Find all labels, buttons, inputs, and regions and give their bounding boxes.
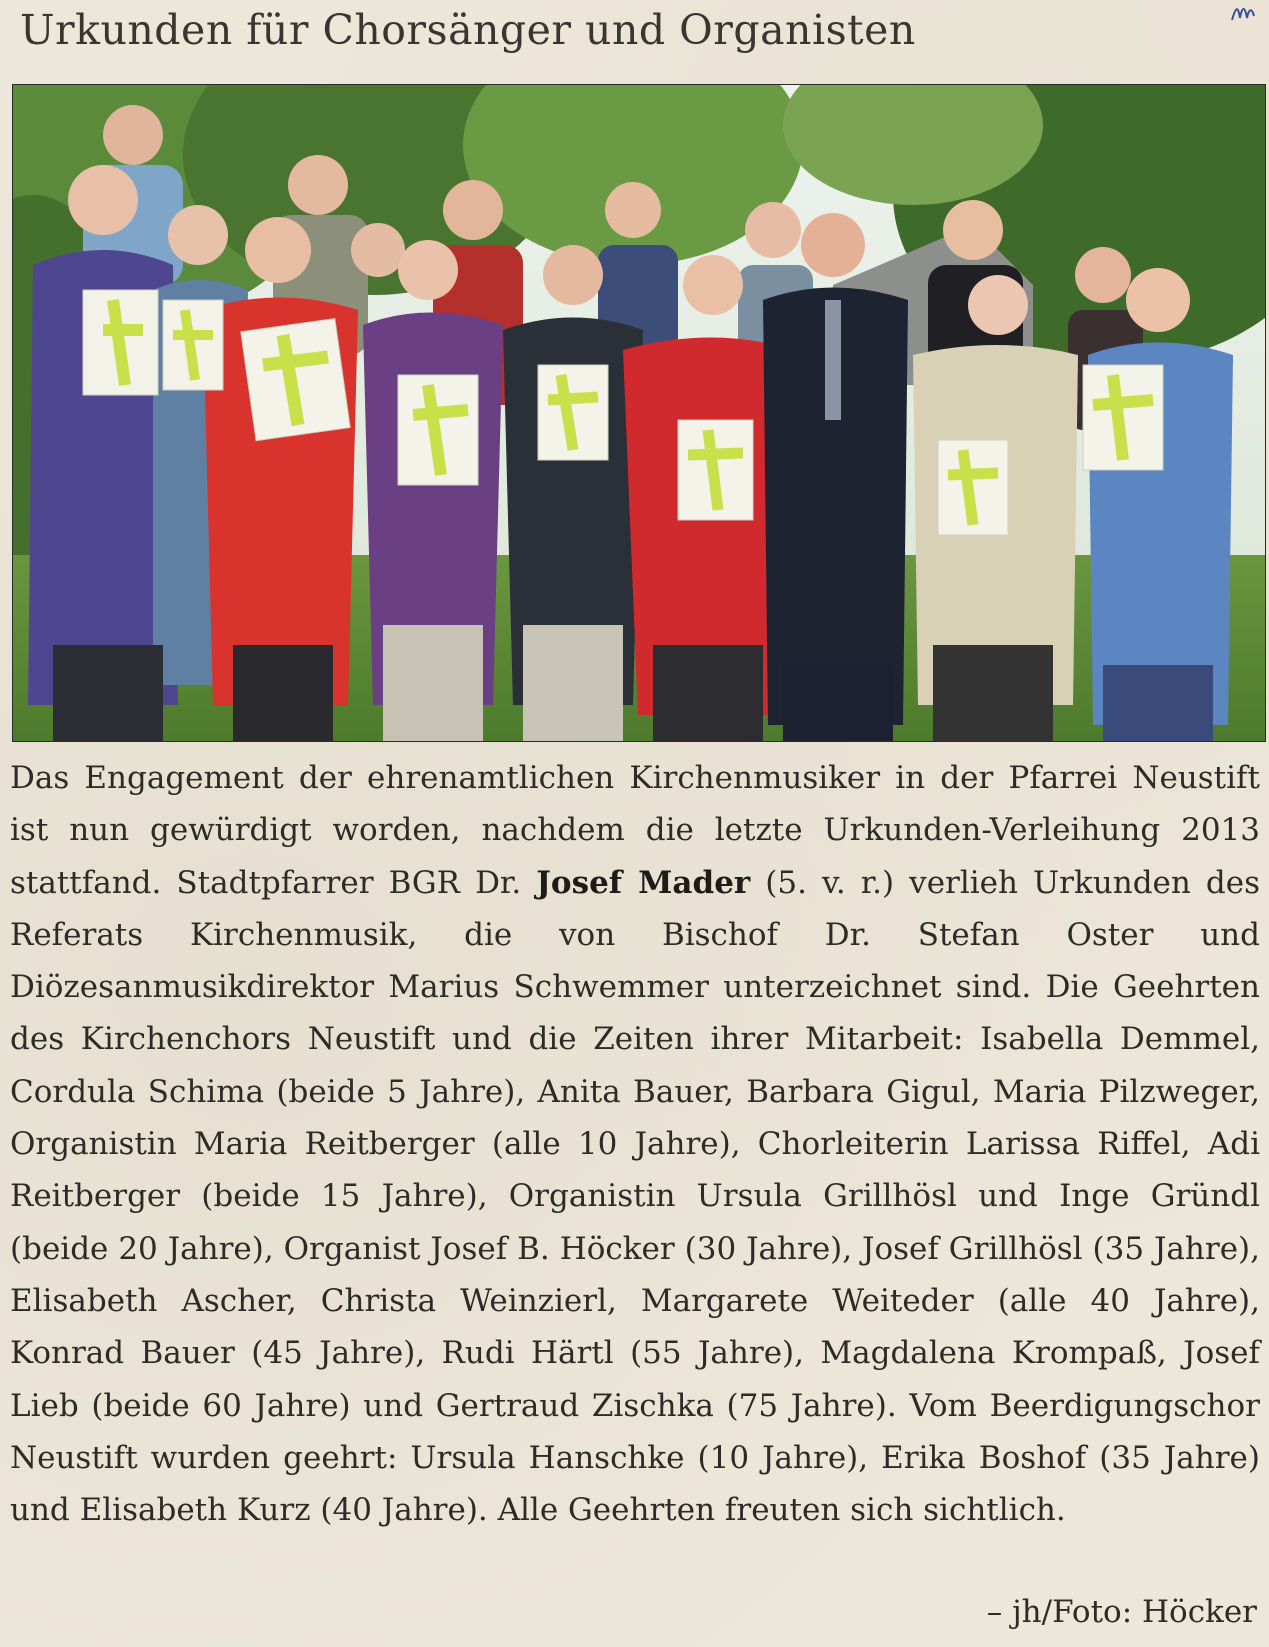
body-text-part2: (5. v. r.) verlieh Urkunden des Referats Kirchenmusik, die von Bischof Dr. Stefan Oster und Diözesanmusikdirektor Marius Schwemmer unterzeichnet sind. Die Geehrten des Kirchenchors Neustift und die Zeiten ihrer Mitarbeit: Isabella Demmel, Cordula Schima (beide 5 Jahre), Anita Bauer, Barbara Gigul, Maria Pilzweger, Organistin Maria Reitberger (alle 10 Jahre), Chorleiterin Larissa Riffel, Adi Reitberger (beide 15 Jahre), Organistin Ursula Grillhösl und Inge Gründl (beide 20 Jahre), Organist Josef B. Höcker (30 Jahre), Josef Grillhösl (35 Jahre), Elisabeth Ascher, Christa Weinzierl, Margarete Weiteder (alle 40 Jahre), Konrad Bauer (45 Jahre), Rudi Härtl (55 Jahre), Magdalena Krompaß, Josef Lieb (beide 60 Jahre) und Gertraud Zischka (75 Jahre). Vom Beerdigungschor Neustift wurden geehrt: Ursula Hanschke (10 Jahre), Erika Boshof (35 Jahre) und Elisabeth Kurz (40 Jahre). Alle Geehrten freuten sich sichtlich.: [10, 864, 1261, 1529]
photo-credit: – jh/Foto: Höcker: [986, 1594, 1257, 1630]
group-photo: [12, 84, 1266, 742]
article-body: [10, 752, 1260, 1536]
body-text-part1: Das Engagement der ehrenamtlichen Kirchenmusiker in der Pfarrei Neustift ist nun gewürdigt worden, nachdem die letzte Urkunden-Verleihung 2013 stattfand. Stadtpfarrer BGR Dr.: [10, 760, 1260, 901]
article-headline: Urkunden für Chorsänger und Organisten: [20, 6, 916, 54]
handwritten-mark-icon: [1228, 0, 1264, 26]
photo-illustration: [13, 85, 1265, 741]
bold-name: Josef Mader: [536, 864, 751, 901]
